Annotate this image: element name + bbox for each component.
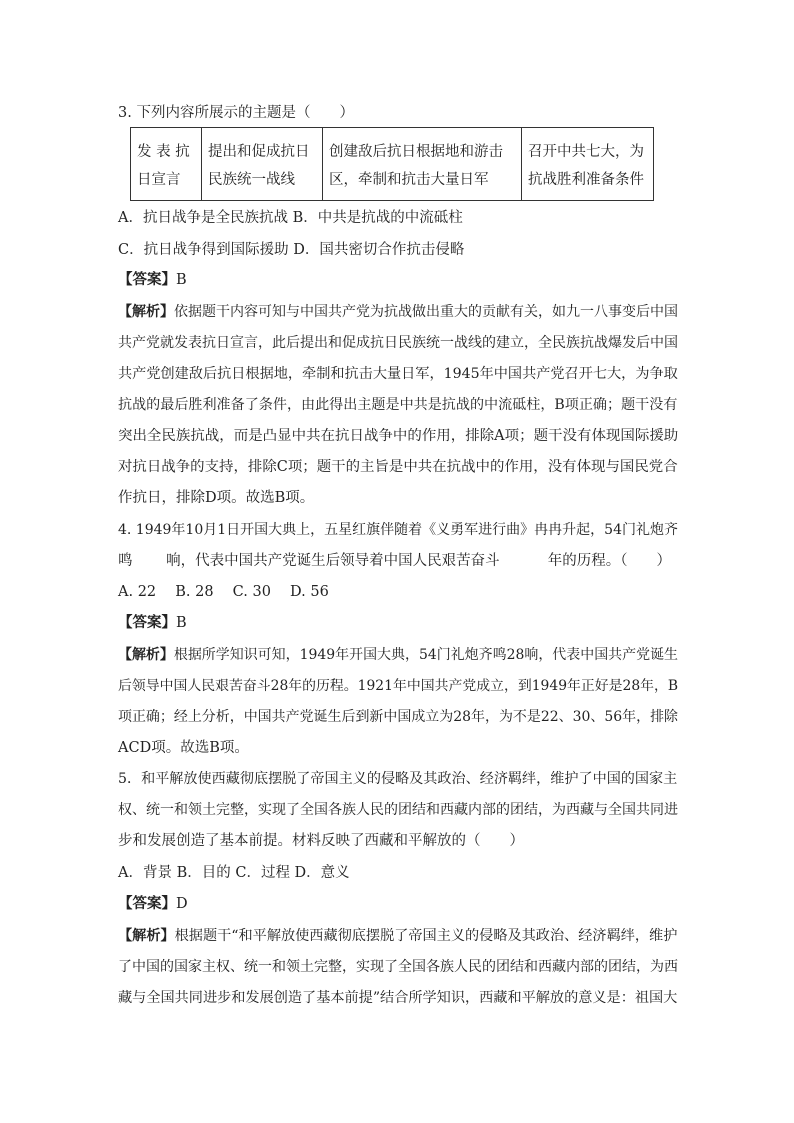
- analysis-label: 【解析】: [118, 928, 175, 944]
- table-cell: 发 表 抗日宣言: [131, 128, 202, 201]
- q5-answer: [118, 894, 188, 914]
- q5-stem: 步和发展创造了基本前提。材料反映了西藏和平解放的（ ）: [118, 833, 524, 849]
- q3-analysis-line: 抗战的最后胜利准备了条件，由此得出主题是中共是抗战的中流砥柱，B项正确；题干没有: [118, 397, 678, 413]
- answer-value: B: [176, 272, 187, 288]
- q5-stem: 5．和平解放使西藏彻底摆脱了帝国主义的侵略及其政治、经济羁绊，维护了中国的国家主: [118, 771, 678, 787]
- analysis-label: 【解析】: [118, 647, 174, 663]
- table-row: [131, 128, 654, 201]
- q5-options: A．背景 B．目的 C．过程 D．意义: [118, 865, 350, 881]
- answer-label: 【答案】: [118, 271, 176, 288]
- q5-analysis-line: [118, 926, 677, 946]
- q4-analysis-line: 项正确；经上分析，中国共产党诞生后到新中国成立为28年，为不是22、30、56年，排除: [118, 709, 679, 725]
- q5-stem: 权、统一和领土完整，实现了全国各族人民的团结和西藏内部的团结，为西藏与全国共同进: [118, 802, 678, 818]
- q3-options-cd: C．抗日战争得到国际援助 D．国共密切合作抗击侵略: [118, 242, 465, 258]
- analysis-text: 根据所学知识可知，1949年开国大典，54门礼炮齐鸣28响，代表中国共产党诞生: [173, 647, 679, 663]
- q4-stem: 4. 1949年10月1日开国大典上，五星红旗伴随着《义勇军进行曲》冉冉升起，54门礼炮齐: [118, 522, 678, 538]
- analysis-text: 依据题干内容可知与中国共产党为抗战做出重大的贡献有关，如九一八事变后中国: [174, 304, 678, 320]
- q3-analysis-line: 突出全民族抗战，而是凸显中共在抗日战争中的作用，排除A项；题干没有体现国际援助: [118, 428, 679, 444]
- q5-analysis-line: 了中国的国家主权、统一和领土完整，实现了全国各族人民的团结和西藏内部的团结，为西: [118, 959, 678, 975]
- q3-answer: [118, 270, 187, 290]
- q3-analysis-line: 对抗日战争的支持，排除C项；题干的主旨是中共在抗战中的作用，没有体现与国民党合: [118, 459, 678, 475]
- q4-analysis-line: [118, 645, 678, 665]
- answer-label: 【答案】: [118, 614, 176, 631]
- answer-value: B: [176, 615, 187, 631]
- analysis-label: 【解析】: [118, 304, 174, 320]
- q4-analysis-line: ACD项。故选B项。: [118, 740, 249, 756]
- q5-analysis-line: 藏与全国共同进步和发展创造了基本前提”结合所学知识，西藏和平解放的意义是：祖国大: [118, 990, 678, 1006]
- answer-value: D: [176, 896, 188, 912]
- q3-analysis-line: 共产党创建敌后抗日根据地，牵制和抗击大量日军，1945年中国共产党召开七大，为争取: [118, 366, 678, 382]
- answer-label: 【答案】: [118, 895, 176, 912]
- q3-analysis-line: 作抗日，排除D项。故选B项。: [118, 490, 315, 506]
- table-cell: 创建敌后抗日根据地和游击区，牵制和抗击大量日军: [323, 128, 522, 201]
- q4-options: A. 22 B. 28 C. 30 D. 56: [118, 584, 329, 600]
- table-cell: 提出和促成抗日民族统一战线: [202, 128, 323, 201]
- q3-analysis-line: [118, 302, 678, 322]
- q3-options-ab: A．抗日战争是全民族抗战 B．中共是抗战的中流砥柱: [118, 210, 463, 226]
- analysis-text: 根据题干“和平解放使西藏彻底摆脱了帝国主义的侵略及其政治、经济羁绊，维护: [174, 928, 678, 944]
- q4-analysis-line: 后领导中国人民艰苦奋斗28年的历程。1921年中国共产党成立，到1949年正好是28年，B: [118, 678, 679, 694]
- table-cell: 召开中共七大，为抗战胜利准备条件: [522, 128, 654, 201]
- q3-analysis-line: 共产党就发表抗日宣言，此后提出和促成抗日民族统一战线的建立，全民族抗战爆发后中国: [118, 335, 678, 351]
- q4-stem: 鸣 响，代表中国共产党诞生后领导着中国人民艰苦奋斗 年的历程。（ ）: [118, 553, 671, 569]
- q3-topic-table: [130, 127, 654, 201]
- q4-answer: [118, 613, 187, 633]
- q3-stem: 3. 下列内容所展示的主题是（ ）: [118, 105, 354, 121]
